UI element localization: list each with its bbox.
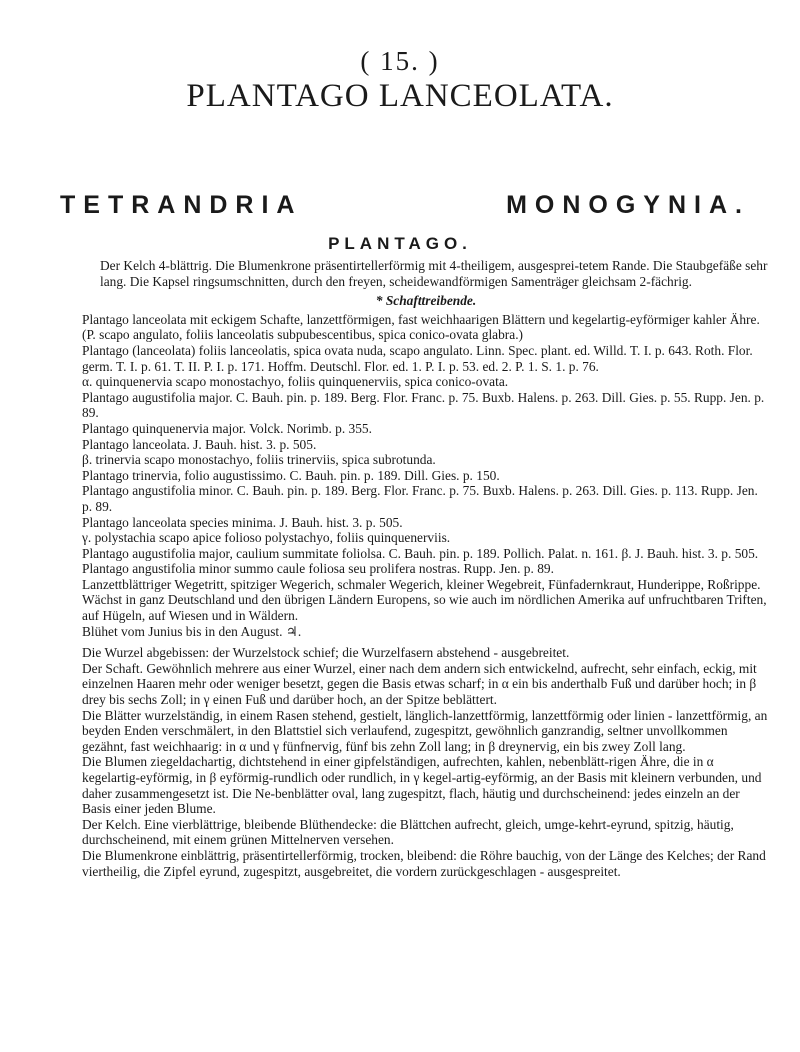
class-heading-word: MONOGYNIA. — [506, 191, 750, 219]
page-title: PLANTAGO LANCEOLATA. — [186, 78, 614, 114]
section-title: * Schafttreibende. — [375, 293, 477, 309]
species-line: β. trinervia scapo monostachyo, foliis trinerviis, spica subrotunda. — [82, 452, 436, 468]
species-line: Plantago trinervia, folio augustissimo. C. Bauh. pin. p. 189. Dill. Gies. p. 150. — [82, 467, 500, 483]
species-line: Plantago angustifolia minor. C. Bauh. pin. p. 189. Berg. Flor. Franc. p. 75. Buxb. Halens. p. 263. Dill. Gies. p. 113. Rupp. Jen. p. 89. — [82, 483, 758, 514]
species-line: Plantago lanceolata species minima. J. Bauh. hist. 3. p. 505. — [82, 514, 403, 530]
description-paragraph: Die Blumen ziegeldachartig, dichtstehend in einer gipfelständigen, aufrechten, kahlen, nebenblätt-rigen Ähre, die in α kegelartig-eyförmig, in β eyförmig-rundlich oder rundlich, in γ kegel-artig-eyförmig, an der Basis mit kleinern verbunden, und daher zusammengesetzt ist. Die Ne-benblätter oval, lang zugespitzt, flach, häutig und durchscheinend: jedes einzeln an der Basis einer jeden Blume. — [82, 754, 762, 817]
species-line: α. quinquenervia scapo monostachyo, foliis quinquenerviis, spica conico-ovata. — [82, 374, 509, 390]
species-line: Plantago quinquenervia major. Volck. Norimb. p. 355. — [82, 420, 372, 436]
text-body — [82, 258, 770, 879]
page-number: ( 15. ) — [360, 46, 440, 76]
species-line: Plantago lanceolata mit eckigem Schafte, lanzettförmigen, fast weichhaarigen Blättern und kegelartig-eyförmiger kahler Ähre. (P. scapo angulato, foliis lanceolatis subpubescentibus, spica conico-ovata glabra.) — [82, 311, 760, 343]
species-line: Blühet vom Junius bis in den August. ♃. — [82, 623, 302, 639]
species-line: Wächst in ganz Deutschland und den übrigen Ländern Europens, so wie auch im nördlichen Amerika auf unfruchtbaren Triften, auf Hügeln, auf Wiesen und in Wäldern. — [82, 592, 767, 624]
description-paragraph: Der Kelch. Eine vierblättrige, bleibende Blüthendecke: die Blättchen aufrecht, gleich, umge-kehrt-eyrund, spitzig, häutig, durchscheinend, mit einem grünen Mittelnerven versehen. — [82, 816, 734, 848]
species-line: Plantago lanceolata. J. Bauh. hist. 3. p. 505. — [82, 436, 317, 452]
species-line: Plantago augustifolia major, caulium summitate foliolsa. C. Bauh. pin. p. 189. Pollich. Palat. n. 161. β. J. Bauh. hist. 3. p. 505. — [82, 545, 759, 561]
species-line: Plantago augustifolia major. C. Bauh. pin. p. 189. Berg. Flor. Franc. p. 75. Buxb. Halens. p. 263. Dill. Gies. p. 55. Rupp. Jen. p. 89. — [82, 389, 765, 421]
class-heading — [60, 191, 750, 220]
description-paragraph: Die Blumenkrone einblättrig, präsentirtellerförmig, trocken, bleibend: die Röhre bauchig, von der Länge des Kelches; der Rand viertheilig, die Zipfel eyrund, zugespitzt, ausgebreitet, die vordern zurückgeschlagen - ausgespreitet. — [82, 847, 766, 879]
genus-description: Der Kelch 4-blättrig. Die Blumenkrone präsentirtellerförmig mit 4-theiligem, ausgesprei-tetem Rande. Die Staubgefäße sehr lang. Die Kapsel ringsumschnitten, durch den freyen, scheidewandförmigen Samenträger gleichsam 2-fächrig. — [100, 258, 768, 289]
description-paragraph: Der Schaft. Gewöhnlich mehrere aus einer Wurzel, einer nach dem andern sich entwickelnd, aufrecht, sehr einfach, eckig, mit einzelnen Haaren mehr oder weniger besetzt, gegen die Basis etwas scharf; in α ein bis anderthalb Fuß und darüber hoch; in β drey bis sechs Zoll; in γ einen Fuß und darüber hoch, an der Spitze beblättert. — [82, 660, 757, 708]
genus-heading: PLANTAGO. — [328, 234, 472, 253]
description-paragraph: Die Wurzel abgebissen: der Wurzelstock schief; die Wurzelfasern abstehend - ausgebreitet. — [82, 645, 570, 661]
class-heading-word: TETRANDRIA — [60, 191, 303, 219]
species-line: Plantago angustifolia minor summo caule foliosa seu prolifera nostras. Rupp. Jen. p. 89. — [82, 561, 554, 577]
species-line: Lanzettblättriger Wegetritt, spitziger Wegerich, schmaler Wegerich, kleiner Wegebreit, Fünfadernkraut, Hunderippe, Roßrippe. — [82, 576, 761, 592]
species-line: Plantago (lanceolata) foliis lanceolatis, spica ovata nuda, scapo angulato. Linn. Spec. plant. ed. Willd. T. I. p. 643. Roth. Flor. germ. T. I. p. 61. T. II. P. I. p. 171. Hoffm. Deutschl. Flor. ed. 1. P. I. p. 53. ed. 2. P. 1. S. 1. p. 76. — [82, 342, 753, 374]
description-paragraph: Die Blätter wurzelständig, in einem Rasen stehend, gestielt, länglich-lanzettförmig, lanzettförmig oder linien - lanzettförmig, an beyden Enden verschmälert, in den Blattstiel sich verlaufend, zugespitzt, gewöhnlich ganzrandig, seltner unvollkommen gezähnt, fast weichhaarig: in α und γ fünfnervig, fünf bis zehn Zoll lang; in β dreynervig, ein bis zwey Zoll lang. — [82, 707, 768, 754]
species-line: γ. polystachia scapo apice folioso polystachyo, foliis quinquenerviis. — [82, 530, 451, 546]
